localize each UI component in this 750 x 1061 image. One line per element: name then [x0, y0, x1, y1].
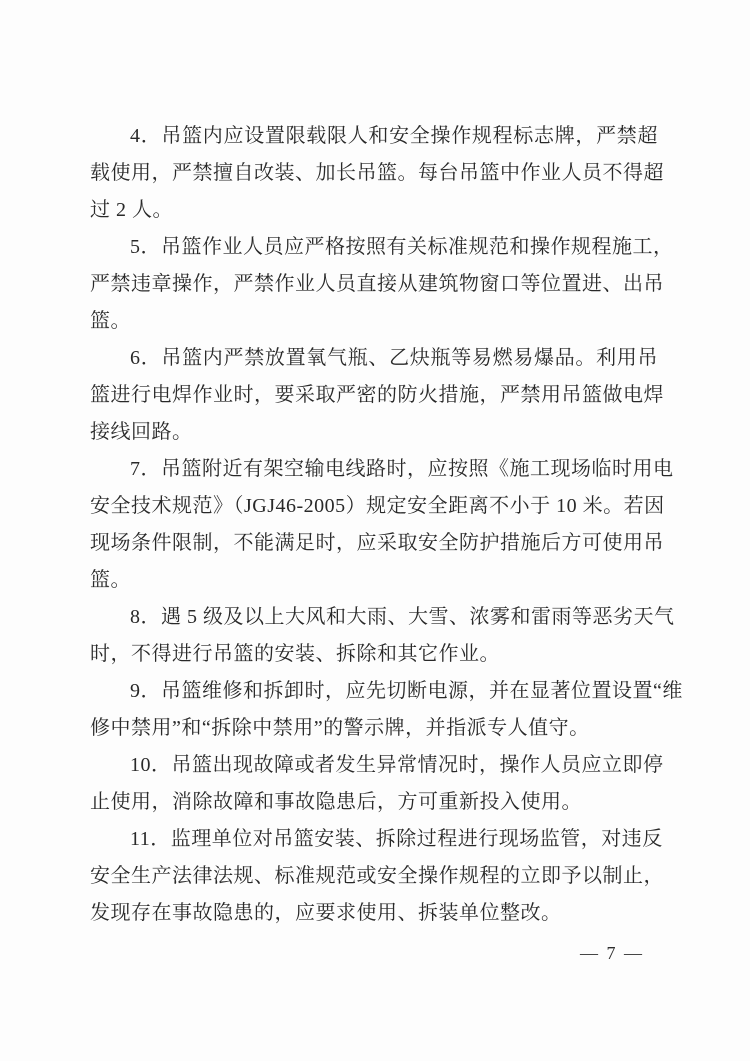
paragraph-item-11 — [90, 821, 664, 932]
page-number — [580, 941, 644, 965]
text-line: 11．监理单位对吊篮安装、拆除过程进行现场监管，对违反 — [130, 828, 663, 850]
text-line: 8．遇 5 级及以上大风和大雨、大雪、浓雾和雷雨等恶劣天气 — [130, 606, 675, 628]
paragraph-item-8 — [90, 599, 675, 673]
text-line: 载使用，严禁擅自改装、加长吊篮。每台吊篮中作业人员不得超 — [90, 162, 664, 184]
text-line: 现场条件限制，不能满足时，应采取安全防护措施后方可使用吊 — [90, 532, 664, 554]
text-line: 接线回路。 — [90, 421, 193, 443]
paragraph-item-5 — [90, 229, 674, 340]
paragraph-item-9 — [90, 673, 683, 747]
text-line: 安全技术规范》（JGJ46-2005）规定安全距离不小于 10 米。若因 — [90, 495, 665, 517]
text-line: 严禁违章操作，严禁作业人员直接从建筑物窗口等位置进、出吊 — [90, 273, 664, 295]
text-line: 止使用，消除故障和事故隐患后，方可重新投入使用。 — [90, 791, 582, 813]
document-body — [90, 118, 683, 932]
text-line: 安全生产法律法规、标准规范或安全操作规程的立即予以制止， — [90, 865, 664, 887]
text-line: 时，不得进行吊篮的安装、拆除和其它作业。 — [90, 643, 500, 665]
page-number-label: — 7 — — [580, 943, 644, 963]
text-line: 10．吊篮出现故障或者发生异常情况时，操作人员应立即停 — [130, 754, 664, 776]
text-line: 9．吊篮维修和拆卸时，应先切断电源，并在显著位置设置“维 — [130, 680, 683, 702]
text-line: 篮。 — [90, 310, 131, 332]
text-line: 发现存在事故隐患的，应要求使用、拆装单位整改。 — [90, 902, 562, 924]
paragraph-item-10 — [90, 747, 664, 821]
paragraph-item-7 — [90, 451, 674, 599]
text-line: 修中禁用”和“拆除中禁用”的警示牌，并指派专人值守。 — [90, 717, 590, 739]
text-line: 6．吊篮内严禁放置氧气瓶、乙炔瓶等易燃易爆品。利用吊 — [130, 347, 658, 369]
text-line: 5．吊篮作业人员应严格按照有关标准规范和操作规程施工， — [130, 236, 674, 258]
text-line: 过 2 人。 — [90, 199, 173, 221]
text-line: 篮进行电焊作业时，要采取严密的防火措施，严禁用吊篮做电焊 — [90, 384, 664, 406]
paragraph-item-4 — [90, 118, 664, 229]
text-line: 篮。 — [90, 569, 131, 591]
paragraph-item-6 — [90, 340, 664, 451]
text-line: 4．吊篮内应设置限载限人和安全操作规程标志牌，严禁超 — [130, 125, 658, 147]
text-line: 7．吊篮附近有架空输电线路时，应按照《施工现场临时用电 — [130, 458, 674, 480]
